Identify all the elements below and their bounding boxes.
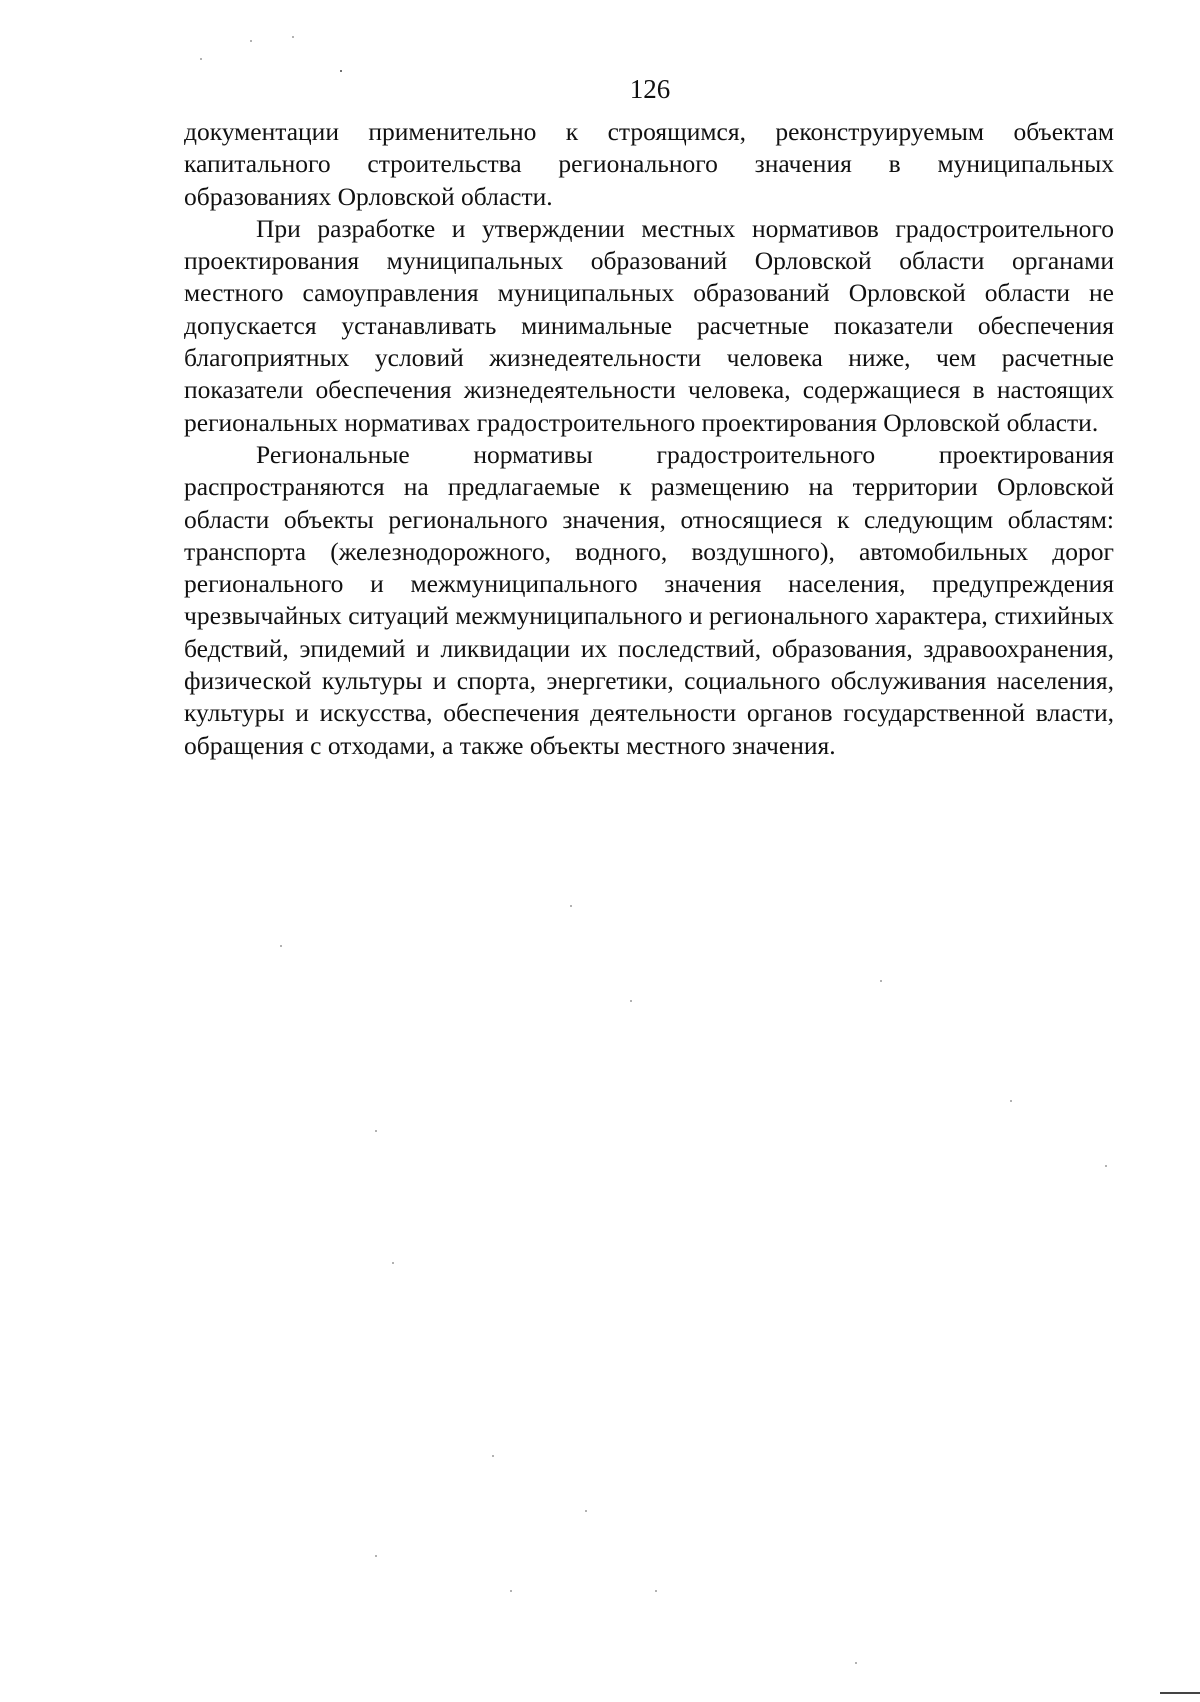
scan-speck: [375, 1130, 377, 1132]
scan-speck: [250, 40, 252, 42]
scan-speck: [492, 1455, 494, 1457]
scan-speck: [200, 58, 202, 60]
paragraph-local-standards: При разработке и утверждении местных нормативов градостроительного проектирования муниципальных образований Орловской области органами местного самоуправления муниципальных образований Орловской области не допускается устанавливать минимальные расчетные показатели обеспечения благоприятных условий жизнедеятельности человека ниже, чем расчетные показатели обеспечения жизнедеятельности человека, содержащиеся в настоящих региональных нормативах градостроительного проектирования Орловской области.: [184, 213, 1114, 437]
scan-speck: [880, 980, 882, 982]
scan-speck: [392, 1262, 394, 1264]
scan-speck: [340, 70, 342, 72]
body-text: [184, 116, 1114, 762]
scan-edge-mark: [1160, 1692, 1200, 1694]
scan-speck: [510, 1590, 512, 1592]
scan-speck: [570, 905, 572, 907]
scan-speck: [1105, 1165, 1107, 1167]
page-number: 126: [629, 74, 671, 104]
paragraph-regional-standards-scope: Региональные нормативы градостроительного проектирования распространяются на предлагаемые к размещению на территории Орловской области объекты регионального значения, относящиеся к следующим областям: транспорта (железнодорожного, водного, воздушного), автомобильных дорог регионального и межмуниципального значения населения, предупреждения чрезвычайных ситуаций межмуниципального и регионального характера, стихийных бедствий, эпидемий и ликвидации их последствий, образования, здравоохранения, физической культуры и спорта, энергетики, социального обслуживания населения, культуры и искусства, обеспечения деятельности органов государственной власти, обращения с отходами, а также объекты местного значения.: [184, 439, 1114, 760]
scan-speck: [855, 1662, 857, 1664]
scan-speck: [655, 1590, 657, 1592]
paragraph-continuation: документации применительно к строящимся, реконструируемым объектам капитального строительства регионального значения в муниципальных образованиях Орловской области.: [184, 117, 1114, 211]
scan-speck: [585, 1510, 587, 1512]
scan-speck: [1010, 1100, 1012, 1102]
scan-speck: [375, 1555, 377, 1557]
scan-speck: [292, 36, 294, 38]
scan-speck: [280, 945, 282, 947]
scan-speck: [630, 1000, 632, 1002]
